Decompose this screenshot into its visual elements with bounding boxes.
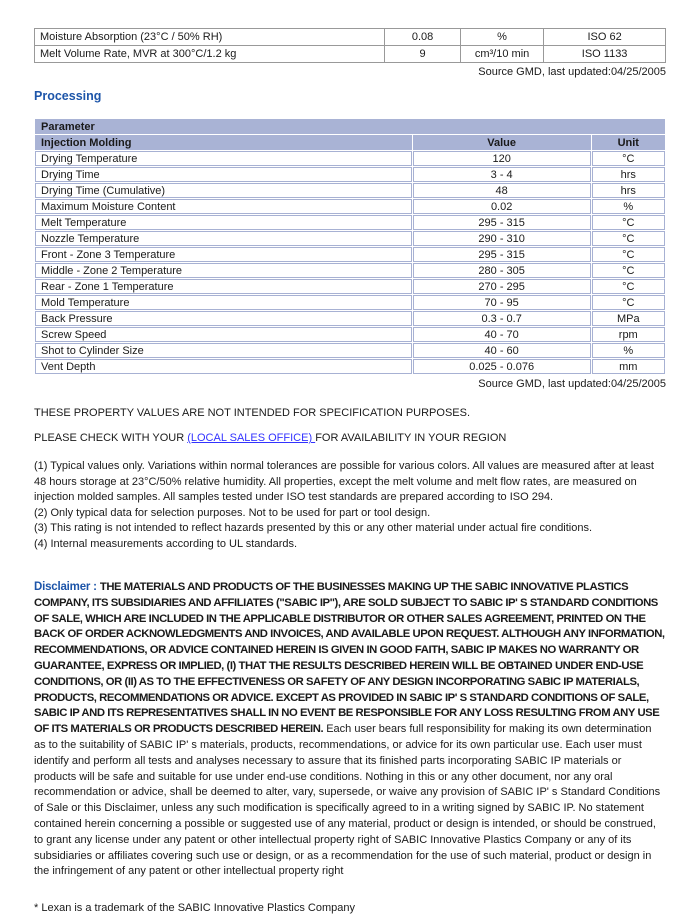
table-row [35, 279, 665, 294]
value-header: Value [413, 135, 591, 150]
unit-cell: rpm [592, 327, 665, 342]
table-header-row [35, 135, 665, 150]
table-row [35, 183, 665, 198]
value-cell: 120 [413, 151, 591, 166]
footnotes [34, 459, 666, 552]
table-row [35, 167, 665, 182]
unit-cell: °C [592, 215, 665, 230]
properties-table [34, 28, 666, 63]
table-header-group-row [35, 119, 665, 134]
trademark-note: * Lexan is a trademark of the SABIC Innovative Plastics Company [34, 902, 355, 914]
parameter-cell: Moisture Absorption (23°C / 50% RH) [35, 29, 385, 46]
disclaimer-bold-text: THE MATERIALS AND PRODUCTS OF THE BUSINESSES MAKING UP THE SABIC INNOVATIVE PLASTICS COMPANY, ITS SUBSIDIARIES AND AFFILIATES ("SABIC IP"), ARE SOLD SUBJECT TO SABIC IP' S STANDARD CONDITIONS OF SALE, WHICH ARE INCLUDED IN THE APPLICABLE DISTRIBUTOR OR OTHER SALES AGREEMENT, PRINTED ON THE BACK OF ORDER ACKNOWLEDGMENTS AND INVOICES, AND AVAILABLE UPON REQUEST. ALTHOUGH ANY INFORMATION, RECOMMENDATIONS, OR ADVICE CONTAINED HEREIN IS GIVEN IN GOOD FAITH, SABIC IP MAKES NO WARRANTY OR GUARANTEE, EXPRESS OR IMPLIED, (I) THAT THE RESULTS DESCRIBED HEREIN WILL BE OBTAINED UNDER END-USE CONDITIONS, OR (II) AS TO THE EFFECTIVENESS OR SAFETY OF ANY DESIGN INCORPORATING SABIC IP MATERIALS, PRODUCTS, RECOMMENDATIONS OR ADVICE. EXCEPT AS PROVIDED IN SABIC IP' S STANDARD CONDITIONS OF SALE, SABIC IP AND ITS REPRESENTATIVES SHALL IN NO EVENT BE RESPONSIBLE FOR ANY LOSS RESULTING FROM ANY USE OF ITS MATERIALS OR PRODUCTS DESCRIBED HEREIN. [34, 581, 665, 736]
standard-cell: ISO 62 [544, 29, 666, 46]
processing-heading: Processing [34, 89, 102, 103]
unit-cell: °C [592, 247, 665, 262]
footnote: (4) Internal measurements according to UL standards. [34, 537, 298, 550]
parameter-cell: Rear - Zone 1 Temperature [35, 279, 412, 294]
footnote: (3) This rating is not intended to reflect hazards presented by this or any other material under actual fire conditions. [34, 522, 593, 534]
parameter-cell: Maximum Moisture Content [35, 199, 412, 214]
availability-note [34, 432, 666, 444]
parameter-cell: Vent Depth [35, 359, 412, 374]
availability-suffix: FOR AVAILABILITY IN YOUR REGION [315, 432, 507, 444]
parameter-cell: Screw Speed [35, 327, 412, 342]
footnote: (2) Only typical data for selection purposes. Not to be used for part or tool design. [34, 506, 431, 519]
value-cell: 295 - 315 [413, 215, 591, 230]
parameter-group-header: Parameter [35, 119, 665, 134]
parameter-cell: Melt Temperature [35, 215, 412, 230]
local-sales-office-link[interactable]: (LOCAL SALES OFFICE) [187, 432, 316, 444]
value-cell: 9 [385, 46, 461, 63]
parameter-cell: Shot to Cylinder Size [35, 343, 412, 358]
value-cell: 0.08 [385, 29, 461, 46]
unit-cell: hrs [592, 183, 665, 198]
standard-cell: ISO 1133 [544, 46, 666, 63]
unit-cell: MPa [592, 311, 665, 326]
unit-cell: % [592, 199, 665, 214]
parameter-cell: Drying Temperature [35, 151, 412, 166]
table-row [35, 247, 665, 262]
value-cell: 0.025 - 0.076 [413, 359, 591, 374]
unit-cell: °C [592, 263, 665, 278]
disclaimer-regular-text: Each user bears full responsibility for making its own determination as to the suitability of SABIC IP' s materials, products, recommendations, or advice for its own particular use. Each user must identify and perform all tests and analyses necessary to assure that its finished parts incorporating SABIC IP materials or products will be safe and suitable for use under end-use conditions. Nothing in this or any other document, nor any oral recommendation or advice, shall be deemed to alter, vary, supersede, or waive any provision of SABIC IP' s Standard Conditions of Sale or this Disclaimer, unless any such modification is specifically agreed to in a writing signed by SABIC IP. No statement contained herein concerning a possible or suggested use of any material, product or design is intended, or should be construed, to grant any license under any patent or other intellectual property right of SABIC Innovative Plastics Company or any of its subsidiaries or affiliates covering such use or design, or as a recommendation for the use of such material, product or design in the infringement of any patent or other intellectual property right [34, 723, 661, 878]
table-row [35, 359, 665, 374]
parameter-cell: Drying Time (Cumulative) [35, 183, 412, 198]
disclaimer-label: Disclaimer : [34, 581, 97, 593]
source-note: Source GMD, last updated:04/25/2005 [478, 66, 666, 78]
source-note: Source GMD, last updated:04/25/2005 [478, 378, 666, 390]
table-row [35, 215, 665, 230]
processing-table [34, 118, 666, 375]
disclaimer-paragraph [34, 580, 666, 880]
unit-cell: % [460, 29, 543, 46]
unit-cell: % [592, 343, 665, 358]
table-row [35, 46, 666, 63]
value-cell: 270 - 295 [413, 279, 591, 294]
unit-cell: °C [592, 231, 665, 246]
parameter-cell: Front - Zone 3 Temperature [35, 247, 412, 262]
value-cell: 70 - 95 [413, 295, 591, 310]
unit-cell: hrs [592, 167, 665, 182]
parameter-cell: Middle - Zone 2 Temperature [35, 263, 412, 278]
value-cell: 0.3 - 0.7 [413, 311, 591, 326]
unit-cell: cm³/10 min [460, 46, 543, 63]
parameter-header: Injection Molding [35, 135, 412, 150]
value-cell: 40 - 70 [413, 327, 591, 342]
unit-cell: mm [592, 359, 665, 374]
value-cell: 0.02 [413, 199, 591, 214]
table-row [35, 231, 665, 246]
table-row [35, 151, 665, 166]
table-row [35, 343, 665, 358]
table-row [35, 327, 665, 342]
table-row [35, 263, 665, 278]
footnote: (1) Typical values only. Variations within normal tolerances are possible for various colors. All values are measured after at least 48 hours storage at 23°C/50% relative humidity. All properties, except the melt volume and melt flow rates, are measured on injection molded samples. All samples tested under ISO test standards are prepared according to ISO 294. [34, 460, 654, 503]
value-cell: 290 - 310 [413, 231, 591, 246]
value-cell: 40 - 60 [413, 343, 591, 358]
parameter-cell: Melt Volume Rate, MVR at 300°C/1.2 kg [35, 46, 385, 63]
specification-note: THESE PROPERTY VALUES ARE NOT INTENDED FOR SPECIFICATION PURPOSES. [34, 407, 471, 419]
availability-prefix: PLEASE CHECK WITH YOUR [34, 432, 188, 444]
value-cell: 48 [413, 183, 591, 198]
table-row [35, 295, 665, 310]
parameter-cell: Nozzle Temperature [35, 231, 412, 246]
table-row [35, 311, 665, 326]
table-row [35, 29, 666, 46]
value-cell: 280 - 305 [413, 263, 591, 278]
value-cell: 295 - 315 [413, 247, 591, 262]
unit-cell: °C [592, 151, 665, 166]
table-row [35, 199, 665, 214]
value-cell: 3 - 4 [413, 167, 591, 182]
parameter-cell: Back Pressure [35, 311, 412, 326]
parameter-cell: Drying Time [35, 167, 412, 182]
unit-cell: °C [592, 279, 665, 294]
parameter-cell: Mold Temperature [35, 295, 412, 310]
unit-header: Unit [592, 135, 665, 150]
unit-cell: °C [592, 295, 665, 310]
